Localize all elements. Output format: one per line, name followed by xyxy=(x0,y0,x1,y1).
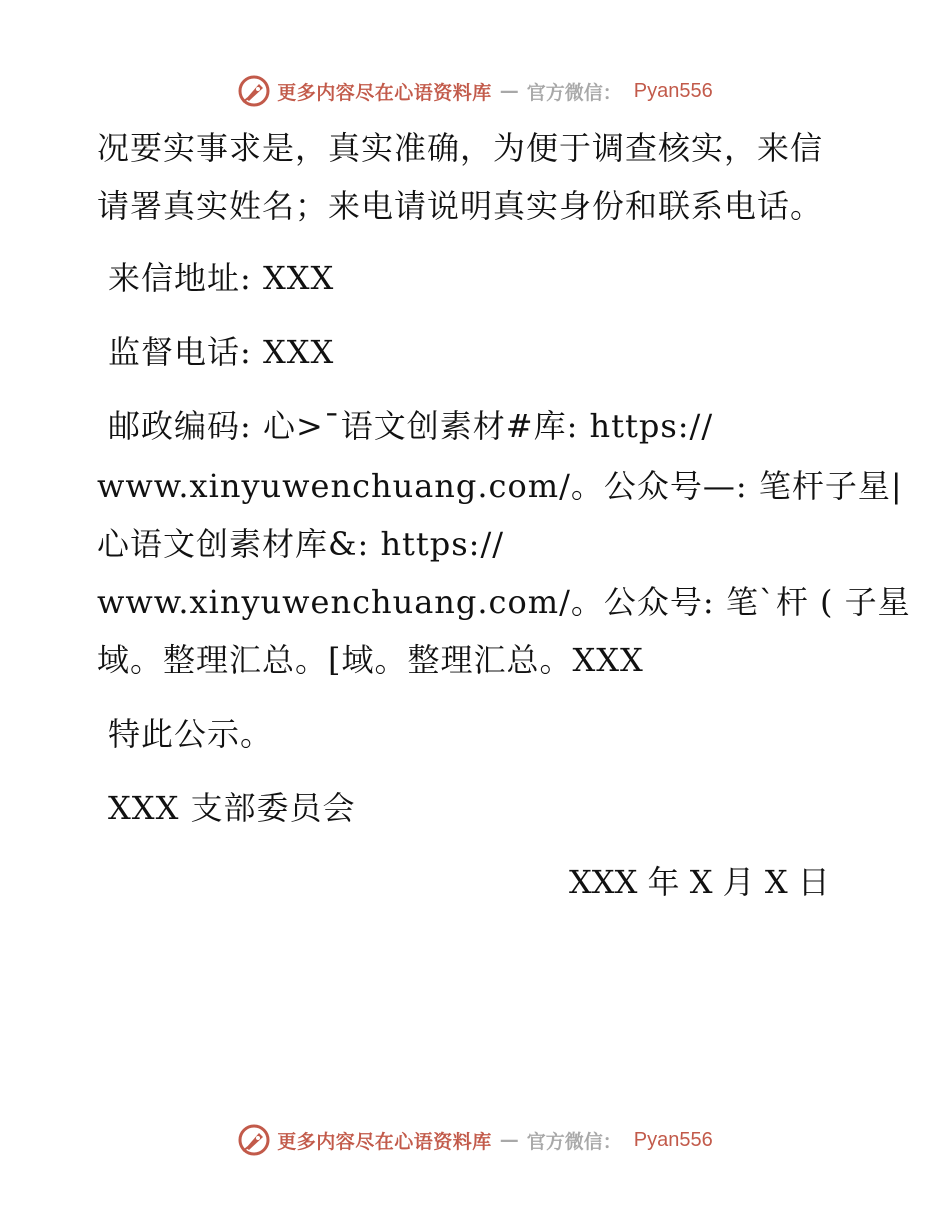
header-banner xyxy=(0,71,950,111)
pen-nib-logo-icon xyxy=(237,74,271,108)
postal-line: 邮政编码: 心>¯语文创素材#库: https:// xyxy=(108,407,714,445)
banner-wechat-label: 官方微信： xyxy=(526,81,622,104)
address-line: 来信地址: XXX xyxy=(108,259,335,297)
postal-line: www.xinyuwenchuang.com/。公众号: 笔`杆 ( 子星 xyxy=(97,583,911,621)
postal-line: www.xinyuwenchuang.com/。公众号—: 笔杆子星| xyxy=(97,467,903,505)
banner-dash: — xyxy=(499,80,519,102)
banner-dash: — xyxy=(499,1129,519,1151)
postal-line: 域。整理汇总。[域。整理汇总。XXX xyxy=(97,641,644,679)
banner-text: 更多内容尽在心语资料库 xyxy=(277,81,492,104)
banner-wechat-id: Pyan556 xyxy=(633,79,713,102)
postal-line: 心语文创素材库&: https:// xyxy=(97,525,505,563)
pen-nib-logo-icon xyxy=(237,1123,271,1157)
paragraph-line: 请署真实姓名；来电请说明真实身份和联系电话。 xyxy=(97,187,824,225)
signature-line: XXX 支部委员会 xyxy=(108,789,356,827)
phone-line: 监督电话: XXX xyxy=(108,333,335,371)
notice-line: 特此公示。 xyxy=(108,715,274,753)
banner-wechat-label: 官方微信： xyxy=(526,1130,622,1153)
date-line: XXX 年 X 月 X 日 xyxy=(569,863,830,901)
footer-banner xyxy=(0,1120,950,1160)
paragraph-line: 况要实事求是，真实准确，为便于调查核实，来信 xyxy=(97,129,824,167)
banner-text: 更多内容尽在心语资料库 xyxy=(277,1130,492,1153)
banner-wechat-id: Pyan556 xyxy=(633,1128,713,1151)
